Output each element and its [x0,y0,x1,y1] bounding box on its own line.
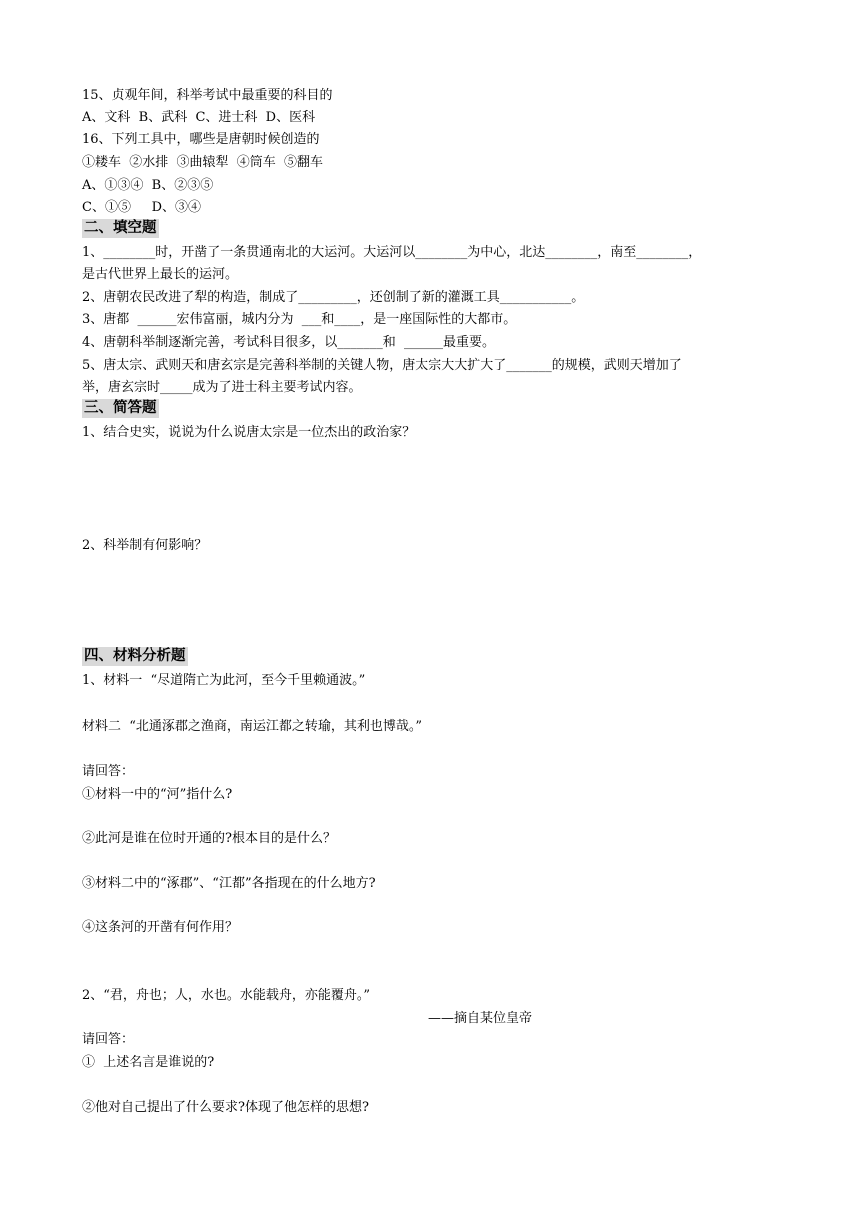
fill-question-3: 3、唐都 ______宏伟富丽，城内分为 ___和____，是一座国际性的大都市。 [82,312,517,327]
section-heading-short-answer: 三、简答题 [84,400,157,416]
short-question-1: 1、结合史实，说说为什么说唐太宗是一位杰出的政治家？ [82,425,416,440]
question-15-options: A、文科 B、武科 C、进士科 D、医科 [82,110,316,125]
material-2-question-2: ②他对自己提出了什么要求?体现了他怎样的思想? [82,1100,369,1115]
material-1-excerpt-a: 1、材料一 “尽道隋亡为此河，至今千里赖通波。” [82,673,366,688]
fill-question-5-line2: 举，唐玄宗时_____成为了进士科主要考试内容。 [82,380,362,395]
short-question-2: 2、科举制有何影响？ [82,538,208,553]
material-1-excerpt-b: 材料二 “北通涿郡之渔商，南运江都之转瑜，其利也博哉。” [82,719,423,734]
material-1-question-3: ③材料二中的“涿郡”、“江都”各指现在的什么地方? [82,876,376,891]
material-2-quote: 2、“君，舟也；人，水也。水能载舟，亦能覆舟。” [82,988,371,1003]
material-1-question-4: ④这条河的开凿有何作用？ [82,920,239,935]
answer-prompt-2: 请回答： [82,1032,135,1047]
fill-question-2: 2、唐朝农民改进了犁的构造，制成了_________，还创制了新的灌溉工具___________。 [82,290,585,305]
section-heading-fill-in: 二、填空题 [84,220,157,236]
section-heading-material-analysis: 四、材料分析题 [84,648,186,664]
question-15: 15、贞观年间，科举考试中最重要的科目的 [82,88,333,103]
material-1-question-2: ②此河是谁在位时开通的?根本目的是什么？ [82,831,336,846]
material-2-question-1: ① 上述名言是谁说的? [82,1055,215,1070]
material-2-source: ——摘自某位皇帝 [428,1011,533,1026]
fill-question-5-line1: 5、唐太宗、武则天和唐玄宗是完善科举制的关键人物，唐太宗大大扩大了_______的规模，武则天增加了 [82,358,682,373]
fill-question-1-line2: 是古代世界上最长的运河。 [82,267,239,282]
answer-prompt-1: 请回答： [82,764,135,779]
question-16-options-cd: C、①⑤ D、③④ [82,200,202,215]
fill-question-4: 4、唐朝科举制逐渐完善，考试科目很多，以_______和 ______最重要。 [82,335,496,350]
question-16-options-ab: A、①③④ B、②③⑤ [82,178,214,193]
fill-question-1-line1: 1、________时，开凿了一条贯通南北的大运河。大运河以________为中心，北达________，南至________， [82,245,702,260]
material-1-question-1: ①材料一中的“河”指什么? [82,787,233,802]
question-16: 16、下列工具中，哪些是唐朝时候创造的 [82,132,320,147]
question-16-items: ①耧车 ②水排 ③曲辕犁 ④筒车 ⑤翻车 [82,155,324,170]
